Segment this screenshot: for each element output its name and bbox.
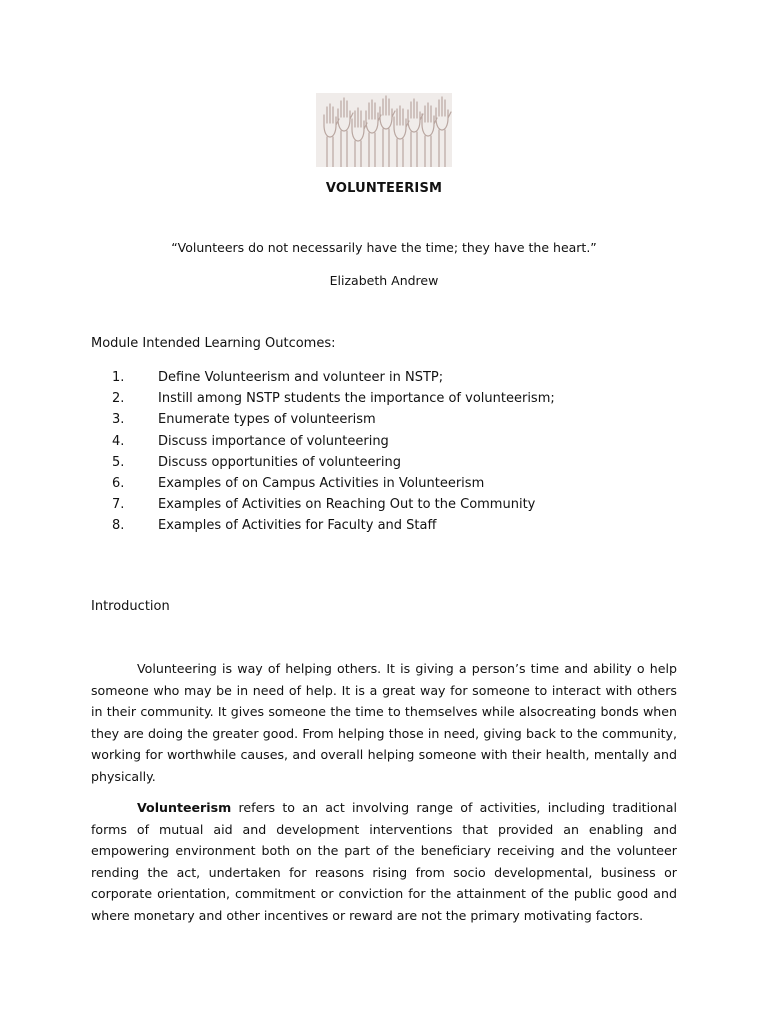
definition-paragraph <box>91 797 677 927</box>
outcome-text: Discuss importance of volunteering <box>158 433 389 449</box>
outcome-text: Examples of Activities on Reaching Out to the Community <box>158 497 536 513</box>
outcome-number: 8. <box>112 518 125 534</box>
outcome-text: Define Volunteerism and volunteer in NSTP; <box>158 370 444 385</box>
outcome-item <box>112 452 672 473</box>
outcome-number: 6. <box>112 475 125 491</box>
outcome-item <box>112 431 672 452</box>
outcome-item <box>112 515 672 536</box>
document-title: VOLUNTEERISM <box>325 181 443 196</box>
outcome-number: 5. <box>112 454 125 470</box>
introduction-heading: Introduction <box>91 599 170 614</box>
raised-hands-icon <box>316 93 452 167</box>
quote-text: “Volunteers do not necessarily have the time; they have the heart.” <box>171 240 597 255</box>
outcomes-heading: Module Intended Learning Outcomes: <box>91 336 336 351</box>
outcome-text: Discuss opportunities of volunteering <box>158 454 401 470</box>
outcome-text: Instill among NSTP students the importance of volunteerism; <box>158 391 555 407</box>
outcome-number: 1. <box>112 370 125 385</box>
introduction-paragraph <box>91 658 677 788</box>
outcome-number: 3. <box>112 412 125 428</box>
outcome-text: Examples of on Campus Activities in Volunteerism <box>158 475 485 491</box>
outcome-text: Enumerate types of volunteerism <box>158 412 376 428</box>
outcomes-list <box>112 367 672 537</box>
paragraph-text: Volunteering is way of helping others. It is giving a person’s time and ability o help someone who may be in need of help. It is a great way for someone to interact with others in their community. It gives someone the time to themselves while alsocreating bonds when they are doing the greater good. From helping those in need, giving back to the community, working for worthwhile causes, and overall helping someone with their health, mentally and physically. <box>91 661 677 784</box>
outcome-number: 7. <box>112 497 125 513</box>
raised-hands-image <box>316 93 452 167</box>
quote-author: Elizabeth Andrew <box>329 273 439 288</box>
outcome-item <box>112 473 672 494</box>
outcome-number: 2. <box>112 391 125 407</box>
outcome-item <box>112 367 672 388</box>
outcome-text: Examples of Activities for Faculty and Staff <box>158 518 437 534</box>
outcome-item <box>112 388 672 409</box>
outcome-number: 4. <box>112 433 125 449</box>
outcome-item <box>112 494 672 515</box>
paragraph-text: refers to an act involving range of activities, including traditional forms of mutual aid and development interventions that provided an enabling and empowering environment both on the part of the beneficiary receiving and the volunteer rending the act, undertaken for reasons rising from socio developmental, business or corporate orientation, commitment or conviction for the attainment of the public good and where monetary and other incentives or reward are not the primary motivating factors. <box>91 800 677 923</box>
defined-term: Volunteerism <box>137 800 232 815</box>
outcome-item <box>112 409 672 430</box>
